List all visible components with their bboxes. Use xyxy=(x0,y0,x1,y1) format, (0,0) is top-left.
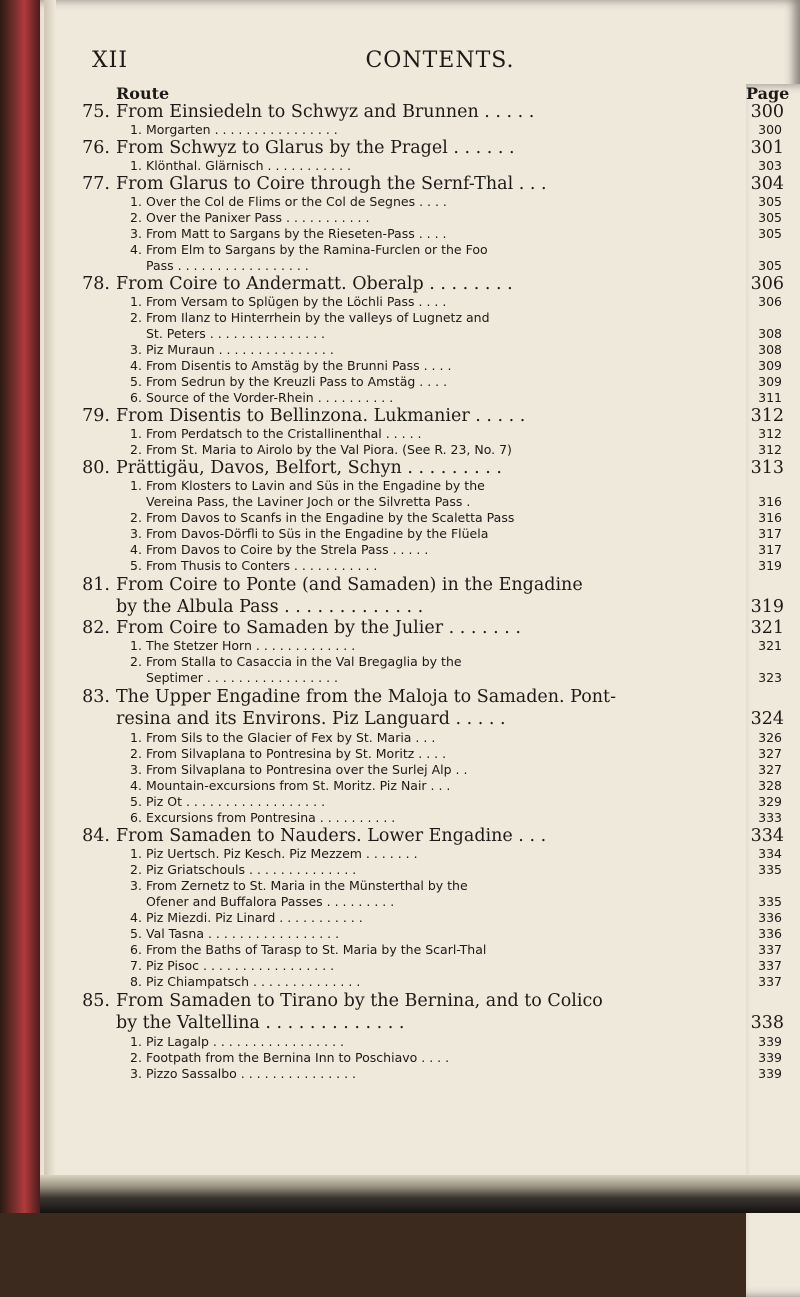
sub-route-page-number: 337 xyxy=(758,974,782,989)
route-title: From Samaden to Nauders. Lower Engadine . . . xyxy=(116,826,547,846)
sub-route-title: From Davos-Dörfli to Süs in the Engadine by the Flüela xyxy=(146,526,489,541)
sub-route-page-number: 311 xyxy=(758,390,782,405)
route-line xyxy=(72,708,790,730)
sub-route-title: From Matt to Sargans by the Rieseten-Pass . . . . xyxy=(146,226,447,241)
sub-route-number: 7. xyxy=(130,958,142,973)
sub-route-title: Klönthal. Glärnisch . . . . . . . . . . . xyxy=(146,158,351,173)
sub-route-title: From Sils to the Glacier of Fex by St. Maria . . . xyxy=(146,730,436,745)
sub-route-title: From Elm to Sargans by the Ramina-Furclen or the Foo xyxy=(146,242,488,257)
sub-route-line xyxy=(72,846,790,862)
sub-route-line xyxy=(72,1034,790,1050)
route-line xyxy=(72,458,790,478)
route-entry xyxy=(72,138,790,174)
sub-route-line xyxy=(72,326,790,342)
route-number: 77. xyxy=(82,174,110,194)
running-title: CONTENTS. xyxy=(365,48,515,73)
sub-route-number: 1. xyxy=(130,122,142,137)
route-number: 82. xyxy=(82,618,110,638)
sub-route-page-number: 316 xyxy=(758,510,782,525)
sub-route-title: Piz Chiampatsch . . . . . . . . . . . . . . xyxy=(146,974,361,989)
sub-route-page-number: 305 xyxy=(758,210,782,225)
sub-route-page-number: 336 xyxy=(758,910,782,925)
sub-route-page-number: 337 xyxy=(758,942,782,957)
route-entry xyxy=(72,826,790,990)
sub-route-line xyxy=(72,426,790,442)
sub-route-line xyxy=(72,478,790,494)
sub-route-line xyxy=(72,442,790,458)
sub-route-number: 2. xyxy=(130,654,142,669)
sub-route-number: 4. xyxy=(130,358,142,373)
sub-route-number: 1. xyxy=(130,478,142,493)
sub-route-title: From Versam to Splügen by the Löchli Pass . . . . xyxy=(146,294,447,309)
sub-route-page-number: 308 xyxy=(758,326,782,341)
sub-route-number: 4. xyxy=(130,242,142,257)
sub-route-page-number: 327 xyxy=(758,746,782,761)
sub-route-title: From Ilanz to Hinterrhein by the valleys of Lugnetz and xyxy=(146,310,490,325)
page-bottom-shadow xyxy=(40,1175,800,1213)
sub-route-title: Over the Col de Flims or the Col de Segnes . . . . xyxy=(146,194,447,209)
sub-route-number: 1. xyxy=(130,846,142,861)
sub-route-number: 3. xyxy=(130,226,142,241)
sub-route-page-number: 339 xyxy=(758,1034,782,1049)
sub-route-line xyxy=(72,242,790,258)
route-line xyxy=(72,406,790,426)
sub-route-number: 2. xyxy=(130,310,142,325)
sub-route-number: 1. xyxy=(130,730,142,745)
sub-route-title: Piz Muraun . . . . . . . . . . . . . . . xyxy=(146,342,334,357)
route-number: 80. xyxy=(82,458,110,478)
route-title: From Schwyz to Glarus by the Pragel . . . . . . xyxy=(116,138,515,158)
sub-route-page-number: 317 xyxy=(758,526,782,541)
sub-route-line xyxy=(72,358,790,374)
sub-route-title: Morgarten . . . . . . . . . . . . . . . . xyxy=(146,122,338,137)
sub-route-line xyxy=(72,210,790,226)
sub-route-title: From Davos to Coire by the Strela Pass . . . . . xyxy=(146,542,429,557)
sub-route-line xyxy=(72,1066,790,1082)
sub-route-title: Piz Lagalp . . . . . . . . . . . . . . . . . xyxy=(146,1034,344,1049)
route-page-number: 300 xyxy=(750,102,784,122)
sub-route-line xyxy=(72,974,790,990)
sub-route-line xyxy=(72,778,790,794)
sub-route-number: 4. xyxy=(130,910,142,925)
route-entry xyxy=(72,274,790,406)
sub-route-title: Mountain-excursions from St. Moritz. Piz Nair . . . xyxy=(146,778,451,793)
sub-route-title: Piz Miezdi. Piz Linard . . . . . . . . . . . xyxy=(146,910,363,925)
route-number: 84. xyxy=(82,826,110,846)
sub-route-line xyxy=(72,746,790,762)
sub-route-page-number: 339 xyxy=(758,1050,782,1065)
sub-route-line xyxy=(72,794,790,810)
sub-route-title: From the Baths of Tarasp to St. Maria by the Scarl-Thal xyxy=(146,942,487,957)
sub-route-title: From Sedrun by the Kreuzli Pass to Amstäg . . . . xyxy=(146,374,448,389)
route-number: 81. xyxy=(82,575,110,595)
route-entry xyxy=(72,102,790,138)
sub-route-title: From Davos to Scanfs in the Engadine by the Scaletta Pass xyxy=(146,510,515,525)
route-title: From Samaden to Tirano by the Bernina, and to Colico xyxy=(116,991,603,1011)
sub-route-line xyxy=(72,310,790,326)
route-title: From Coire to Samaden by the Julier . . . . . . . xyxy=(116,618,521,638)
sub-route-line xyxy=(72,654,790,670)
sub-route-title: From Klosters to Lavin and Süs in the Engadine by the xyxy=(146,478,485,493)
sub-route-number: 3. xyxy=(130,526,142,541)
route-entry xyxy=(72,458,790,574)
route-title: From Glarus to Coire through the Sernf-Thal . . . xyxy=(116,174,547,194)
sub-route-line xyxy=(72,942,790,958)
route-title: by the Albula Pass . . . . . . . . . . . . . xyxy=(116,597,424,617)
sub-route-line xyxy=(72,958,790,974)
route-page-number: 306 xyxy=(750,274,784,294)
sub-route-number: 6. xyxy=(130,942,142,957)
sub-route-title: Piz Griatschouls . . . . . . . . . . . . . . xyxy=(146,862,357,877)
route-number: 83. xyxy=(82,687,110,707)
sub-route-line xyxy=(72,910,790,926)
sub-route-page-number: 303 xyxy=(758,158,782,173)
route-line xyxy=(72,574,790,596)
sub-route-number: 2. xyxy=(130,746,142,761)
sub-route-page-number: 312 xyxy=(758,442,782,457)
route-line xyxy=(72,102,790,122)
route-page-number: 313 xyxy=(750,458,784,478)
sub-route-title: Vereina Pass, the Laviner Joch or the Silvretta Pass . xyxy=(146,494,471,509)
sub-route-page-number: 339 xyxy=(758,1066,782,1081)
route-number: 75. xyxy=(82,102,110,122)
sub-route-number: 1. xyxy=(130,638,142,653)
route-number: 85. xyxy=(82,991,110,1011)
sub-route-page-number: 329 xyxy=(758,794,782,809)
sub-route-number: 5. xyxy=(130,374,142,389)
sub-route-line xyxy=(72,558,790,574)
route-number: 76. xyxy=(82,138,110,158)
sub-route-title: Septimer . . . . . . . . . . . . . . . . . xyxy=(146,670,339,685)
route-line xyxy=(72,596,790,618)
sub-route-page-number: 305 xyxy=(758,226,782,241)
sub-route-title: From Zernetz to St. Maria in the Münsterthal by the xyxy=(146,878,468,893)
sub-route-line xyxy=(72,226,790,242)
sub-route-title: Ofener and Buffalora Passes . . . . . . . . . xyxy=(146,894,395,909)
sub-route-title: Piz Pisoc . . . . . . . . . . . . . . . . . xyxy=(146,958,335,973)
sub-route-page-number: 300 xyxy=(758,122,782,137)
sub-route-title: From Silvaplana to Pontresina by St. Moritz . . . . xyxy=(146,746,447,761)
sub-route-number: 2. xyxy=(130,862,142,877)
sub-route-number: 1. xyxy=(130,1034,142,1049)
sub-route-line xyxy=(72,294,790,310)
route-line xyxy=(72,174,790,194)
sub-route-page-number: 305 xyxy=(758,258,782,273)
sub-route-title: The Stetzer Horn . . . . . . . . . . . . . xyxy=(146,638,356,653)
route-number: 79. xyxy=(82,406,110,426)
route-title: Prättigäu, Davos, Belfort, Schyn . . . . . . . . . xyxy=(116,458,502,478)
sub-route-title: From Thusis to Conters . . . . . . . . . . . xyxy=(146,558,378,573)
route-number: 78. xyxy=(82,274,110,294)
sub-route-number: 1. xyxy=(130,194,142,209)
route-page-number: 338 xyxy=(750,1013,784,1033)
sub-route-number: 4. xyxy=(130,542,142,557)
sub-route-line xyxy=(72,526,790,542)
sub-route-page-number: 309 xyxy=(758,374,782,389)
route-title: resina and its Environs. Piz Languard . . . . . xyxy=(116,709,506,729)
sub-route-number: 5. xyxy=(130,794,142,809)
route-page-number: 319 xyxy=(750,597,784,617)
sub-route-number: 3. xyxy=(130,878,142,893)
route-line xyxy=(72,138,790,158)
sub-route-page-number: 337 xyxy=(758,958,782,973)
sub-route-title: From St. Maria to Airolo by the Val Piora. (See R. 23, No. 7) xyxy=(146,442,512,457)
sub-route-number: 3. xyxy=(130,1066,142,1081)
sub-route-line xyxy=(72,258,790,274)
page-folio: XII xyxy=(92,48,129,73)
route-page-number: 334 xyxy=(750,826,784,846)
sub-route-page-number: 309 xyxy=(758,358,782,373)
route-title: From Disentis to Bellinzona. Lukmanier . . . . . xyxy=(116,406,526,426)
sub-route-line xyxy=(72,638,790,654)
sub-route-page-number: 312 xyxy=(758,426,782,441)
sub-route-page-number: 328 xyxy=(758,778,782,793)
sub-route-page-number: 321 xyxy=(758,638,782,653)
sub-route-title: Val Tasna . . . . . . . . . . . . . . . . . xyxy=(146,926,340,941)
sub-route-title: Pass . . . . . . . . . . . . . . . . . xyxy=(146,258,309,273)
sub-route-page-number: 306 xyxy=(758,294,782,309)
sub-route-number: 1. xyxy=(130,426,142,441)
sub-route-line xyxy=(72,122,790,138)
sub-route-title: From Stalla to Casaccia in the Val Bregaglia by the xyxy=(146,654,462,669)
sub-route-number: 5. xyxy=(130,926,142,941)
sub-route-page-number: 335 xyxy=(758,894,782,909)
sub-route-title: Pizzo Sassalbo . . . . . . . . . . . . . . . xyxy=(146,1066,357,1081)
sub-route-number: 6. xyxy=(130,390,142,405)
sub-route-line xyxy=(72,1050,790,1066)
route-entry xyxy=(72,174,790,274)
sub-route-line xyxy=(72,510,790,526)
sub-route-number: 6. xyxy=(130,810,142,825)
sub-route-page-number: 305 xyxy=(758,194,782,209)
sub-route-title: Excursions from Pontresina . . . . . . . . . . xyxy=(146,810,396,825)
sub-route-number: 4. xyxy=(130,778,142,793)
sub-route-title: From Silvaplana to Pontresina over the Surlej Alp . . xyxy=(146,762,468,777)
sub-route-page-number: 327 xyxy=(758,762,782,777)
route-line xyxy=(72,274,790,294)
route-entry xyxy=(72,686,790,826)
sub-route-line xyxy=(72,494,790,510)
sub-route-page-number: 335 xyxy=(758,862,782,877)
sub-route-number: 5. xyxy=(130,558,142,573)
sub-route-line xyxy=(72,730,790,746)
route-page-number: 312 xyxy=(750,406,784,426)
route-entry xyxy=(72,574,790,618)
sub-route-line xyxy=(72,878,790,894)
route-title: From Einsiedeln to Schwyz and Brunnen . . . . . xyxy=(116,102,535,122)
route-page-number: 321 xyxy=(750,618,784,638)
route-page-number: 324 xyxy=(750,709,784,729)
route-line xyxy=(72,618,790,638)
sub-route-line xyxy=(72,542,790,558)
sub-route-number: 2. xyxy=(130,1050,142,1065)
sub-route-title: Source of the Vorder-Rhein . . . . . . . . . . xyxy=(146,390,394,405)
sub-route-number: 3. xyxy=(130,342,142,357)
route-column-header: Route xyxy=(116,84,170,103)
sub-route-line xyxy=(72,894,790,910)
route-title: From Coire to Ponte (and Samaden) in the Engadine xyxy=(116,575,583,595)
contents-list xyxy=(72,102,790,1082)
sub-route-number: 3. xyxy=(130,762,142,777)
route-page-number: 301 xyxy=(750,138,784,158)
sub-route-page-number: 316 xyxy=(758,494,782,509)
route-title: by the Valtellina . . . . . . . . . . . . . xyxy=(116,1013,405,1033)
sub-route-page-number: 323 xyxy=(758,670,782,685)
page-column-header: Page xyxy=(746,84,800,1297)
sub-route-page-number: 319 xyxy=(758,558,782,573)
sub-route-page-number: 308 xyxy=(758,342,782,357)
sub-route-title: Piz Uertsch. Piz Kesch. Piz Mezzem . . . . . . . xyxy=(146,846,418,861)
route-entry xyxy=(72,618,790,686)
route-line xyxy=(72,1012,790,1034)
sub-route-title: Footpath from the Bernina Inn to Poschiavo . . . . xyxy=(146,1050,450,1065)
route-line xyxy=(72,686,790,708)
sub-route-line xyxy=(72,926,790,942)
sub-route-line xyxy=(72,390,790,406)
sub-route-title: Piz Ot . . . . . . . . . . . . . . . . . . xyxy=(146,794,326,809)
sub-route-number: 2. xyxy=(130,210,142,225)
route-line xyxy=(72,826,790,846)
sub-route-page-number: 317 xyxy=(758,542,782,557)
page-header xyxy=(92,48,788,80)
route-entry xyxy=(72,990,790,1082)
sub-route-number: 1. xyxy=(130,294,142,309)
sub-route-page-number: 326 xyxy=(758,730,782,745)
sub-route-page-number: 333 xyxy=(758,810,782,825)
sub-route-line xyxy=(72,374,790,390)
sub-route-line xyxy=(72,810,790,826)
page-gutter xyxy=(44,0,56,1213)
sub-route-page-number: 336 xyxy=(758,926,782,941)
sub-route-line xyxy=(72,158,790,174)
sub-route-line xyxy=(72,862,790,878)
route-title: The Upper Engadine from the Maloja to Samaden. Pont- xyxy=(116,687,616,707)
route-line xyxy=(72,990,790,1012)
sub-route-line xyxy=(72,762,790,778)
route-page-number: 304 xyxy=(750,174,784,194)
sub-route-number: 2. xyxy=(130,510,142,525)
book-binding xyxy=(0,0,44,1213)
sub-route-number: 1. xyxy=(130,158,142,173)
sub-route-number: 8. xyxy=(130,974,142,989)
sub-route-line xyxy=(72,670,790,686)
sub-route-page-number: 334 xyxy=(758,846,782,861)
route-title: From Coire to Andermatt. Oberalp . . . . . . . . xyxy=(116,274,513,294)
sub-route-line xyxy=(72,194,790,210)
sub-route-title: Over the Panixer Pass . . . . . . . . . . . xyxy=(146,210,370,225)
route-entry xyxy=(72,406,790,458)
sub-route-title: From Perdatsch to the Cristallinenthal . . . . . xyxy=(146,426,422,441)
sub-route-title: St. Peters . . . . . . . . . . . . . . . xyxy=(146,326,326,341)
sub-route-line xyxy=(72,342,790,358)
sub-route-title: From Disentis to Amstäg by the Brunni Pass . . . . xyxy=(146,358,452,373)
sub-route-number: 2. xyxy=(130,442,142,457)
